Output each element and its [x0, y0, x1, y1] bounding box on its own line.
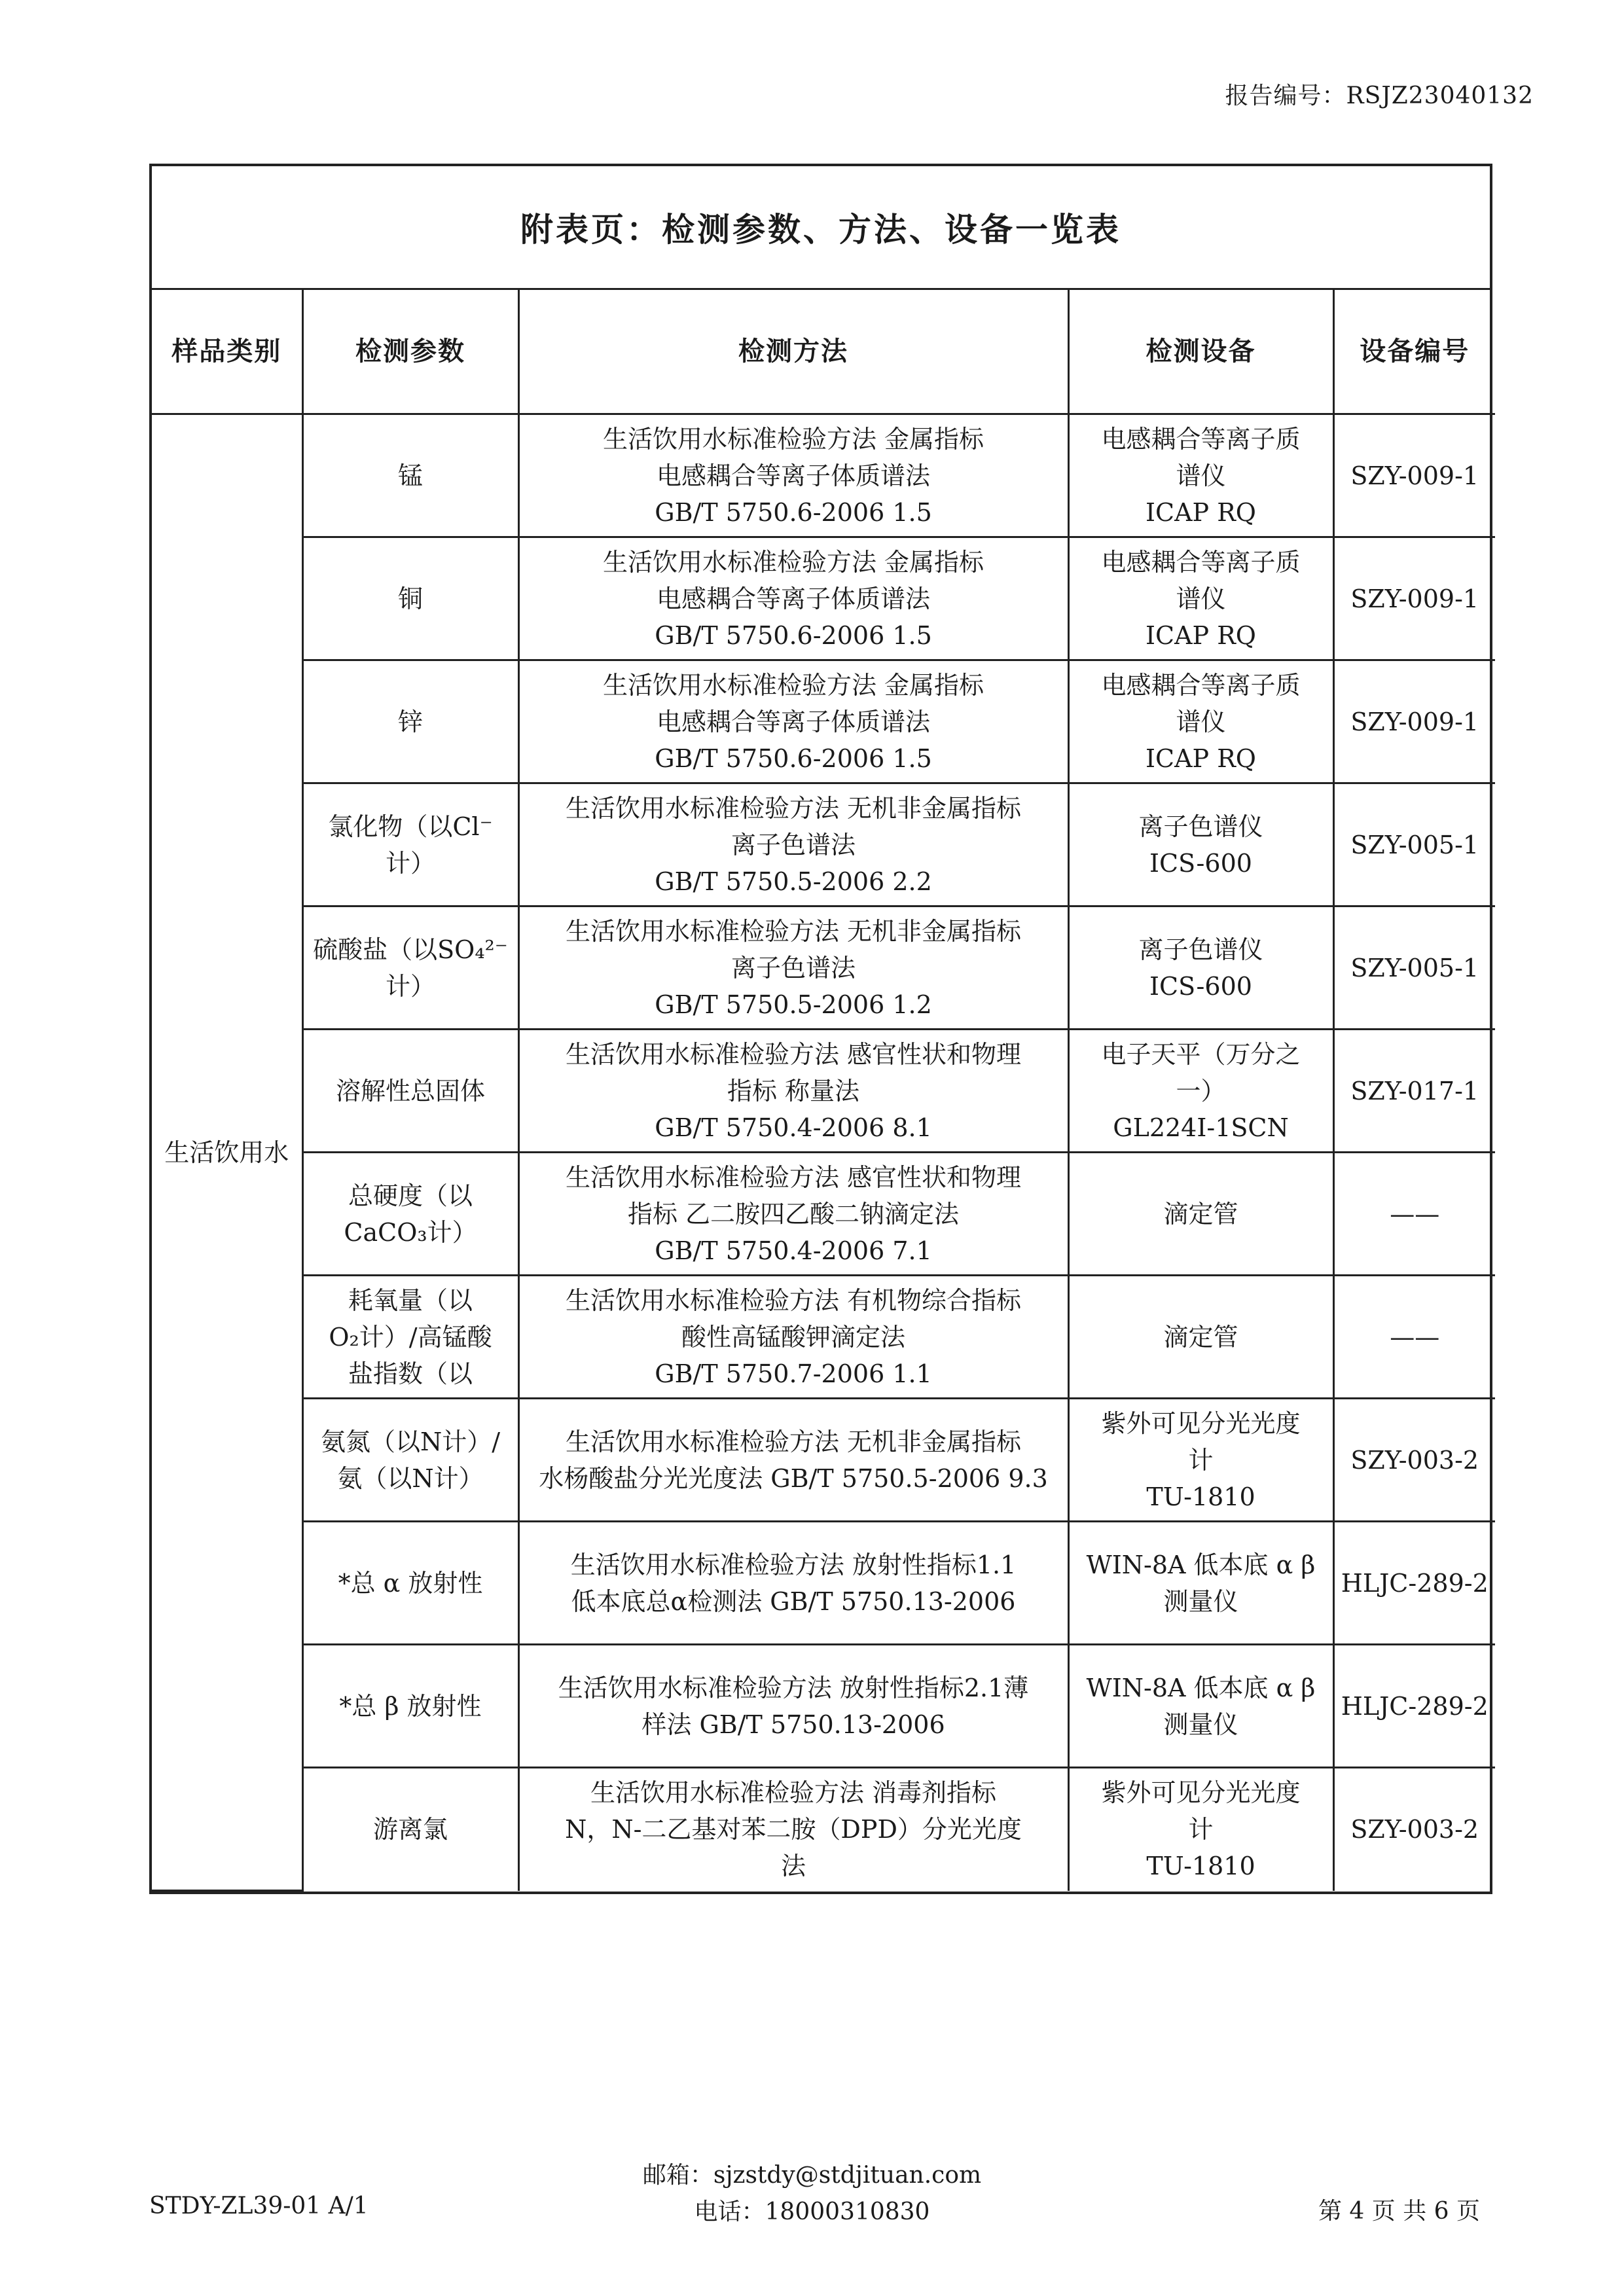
cell-line: 指标 称量法 — [727, 1076, 860, 1105]
cell-line: GL224I-1SCN — [1113, 1113, 1289, 1142]
cell-line: 水杨酸盐分光光度法 GB/T 5750.5-2006 9.3 — [539, 1463, 1048, 1493]
table-row — [152, 1030, 1495, 1153]
cell-line: 生活饮用水标准检验方法 金属指标 — [602, 424, 984, 454]
device-cell — [1068, 1030, 1333, 1153]
cell-line: 盐指数（以 — [348, 1359, 473, 1388]
cell-line: 生活饮用水标准检验方法 金属指标 — [602, 547, 984, 577]
table-row — [152, 660, 1495, 783]
device-cell — [1068, 1522, 1333, 1645]
table-body — [152, 414, 1495, 1891]
cell-line: ICS-600 — [1149, 971, 1252, 1001]
device-code-cell: SZY-017-1 — [1333, 1030, 1495, 1153]
cell-line: GB/T 5750.6-2006 1.5 — [655, 497, 932, 527]
cell-line: GB/T 5750.7-2006 1.1 — [655, 1359, 932, 1388]
method-cell — [518, 1030, 1068, 1153]
param-cell — [302, 414, 518, 537]
param-cell — [302, 1153, 518, 1276]
cell-line: 电感耦合等离子体质谱法 — [656, 707, 930, 736]
cell-line: GB/T 5750.4-2006 8.1 — [655, 1113, 932, 1142]
param-cell — [302, 1399, 518, 1522]
params-table-frame — [149, 164, 1492, 1894]
param-cell — [302, 1030, 518, 1153]
table-row — [152, 783, 1495, 906]
param-cell — [302, 1645, 518, 1768]
footer-doc-code: STDY-ZL39-01 A/1 — [149, 2193, 369, 2219]
device-cell — [1068, 1768, 1333, 1891]
cell-line: 紫外可见分光光度 — [1101, 1778, 1301, 1808]
param-cell — [302, 906, 518, 1030]
cell-line: 计 — [1188, 1815, 1214, 1844]
cell-line: 谱仪 — [1176, 461, 1226, 490]
cell-line: 法 — [780, 1852, 806, 1881]
method-cell — [518, 1153, 1068, 1276]
cell-line: 电感耦合等离子质 — [1101, 547, 1301, 577]
table-row — [152, 906, 1495, 1030]
cell-line: 指标 乙二胺四乙酸二钠滴定法 — [627, 1199, 960, 1229]
device-cell — [1068, 1153, 1333, 1276]
cell-line: TU-1810 — [1146, 1482, 1255, 1511]
device-cell — [1068, 537, 1333, 660]
cell-line: 计 — [1188, 1445, 1214, 1475]
cell-line: 硫酸盐（以SO₄²⁻ — [313, 935, 508, 964]
param-cell — [302, 537, 518, 660]
cell-line: N，N-二乙基对苯二胺（DPD）分光光度 — [565, 1815, 1022, 1844]
cell-line: GB/T 5750.4-2006 7.1 — [655, 1236, 932, 1265]
device-code-cell: —— — [1333, 1276, 1495, 1399]
cell-line: 离子色谱仪 — [1138, 812, 1263, 841]
cell-line: 耗氧量（以 — [348, 1285, 473, 1315]
device-cell — [1068, 1276, 1333, 1399]
cell-line: 计） — [385, 848, 435, 878]
cell-line: GB/T 5750.5-2006 2.2 — [655, 867, 932, 896]
cell-line: 总硬度（以 — [348, 1181, 473, 1210]
device-cell — [1068, 783, 1333, 906]
device-cell — [1068, 1645, 1333, 1768]
device-code-cell: HLJC-289-2 — [1333, 1645, 1495, 1768]
method-cell — [518, 783, 1068, 906]
footer-page-number: 第 4 页 共 6 页 — [1318, 2198, 1480, 2225]
method-cell — [518, 1768, 1068, 1891]
cell-line: 生活饮用水标准检验方法 消毒剂指标 — [590, 1778, 997, 1808]
device-cell — [1068, 414, 1333, 537]
cell-line: 测量仪 — [1163, 1587, 1238, 1616]
table-row — [152, 1645, 1495, 1768]
col-header-method: 检测方法 — [518, 290, 1068, 414]
method-cell — [518, 1276, 1068, 1399]
cell-line: 电感耦合等离子质 — [1101, 424, 1301, 454]
method-cell — [518, 1645, 1068, 1768]
table-row — [152, 1522, 1495, 1645]
cell-line: 氨氮（以N计）/ — [320, 1427, 501, 1456]
cell-line: GB/T 5750.6-2006 1.5 — [655, 744, 932, 773]
cell-line: GB/T 5750.6-2006 1.5 — [655, 620, 932, 650]
cell-line: TU-1810 — [1146, 1852, 1255, 1881]
cell-line: 离子色谱法 — [731, 830, 856, 859]
cell-line: ICAP RQ — [1146, 497, 1256, 527]
cell-line: *总 β 放射性 — [339, 1691, 482, 1721]
method-cell — [518, 1399, 1068, 1522]
cell-line: GB/T 5750.5-2006 1.2 — [655, 990, 932, 1019]
cell-line: 电感耦合等离子质 — [1101, 670, 1301, 700]
cell-line: 生活饮用水标准检验方法 无机非金属指标 — [565, 793, 1022, 823]
cell-line: WIN-8A 低本底 α β — [1086, 1673, 1316, 1702]
cell-line: 电感耦合等离子体质谱法 — [656, 461, 930, 490]
param-cell — [302, 1276, 518, 1399]
device-cell — [1068, 660, 1333, 783]
cell-line: 游离氯 — [372, 1815, 448, 1844]
footer-phone: 电话：18000310830 — [694, 2198, 930, 2225]
device-code-cell: SZY-003-2 — [1333, 1399, 1495, 1522]
cell-line: 酸性高锰酸钾滴定法 — [681, 1322, 905, 1352]
cell-line: 生活饮用水标准检验方法 有机物综合指标 — [565, 1285, 1022, 1315]
device-code-cell: SZY-005-1 — [1333, 906, 1495, 1030]
cell-line: 生活饮用水标准检验方法 感官性状和物理 — [565, 1162, 1022, 1192]
device-code-cell: SZY-005-1 — [1333, 783, 1495, 906]
col-header-code: 设备编号 — [1333, 290, 1495, 414]
cell-line: ICS-600 — [1149, 848, 1252, 878]
table-row — [152, 1153, 1495, 1276]
cell-line: *总 α 放射性 — [338, 1568, 483, 1598]
cell-line: 氯化物（以Cl⁻ — [328, 812, 493, 841]
device-code-cell: SZY-009-1 — [1333, 414, 1495, 537]
cell-line: 滴定管 — [1163, 1199, 1238, 1229]
cell-line: 测量仪 — [1163, 1710, 1238, 1739]
device-cell — [1068, 1399, 1333, 1522]
cell-line: 溶解性总固体 — [335, 1076, 485, 1105]
table-row — [152, 537, 1495, 660]
params-table — [152, 290, 1495, 1892]
col-header-category: 样品类别 — [152, 290, 302, 414]
method-cell — [518, 1522, 1068, 1645]
cell-line: 电感耦合等离子体质谱法 — [656, 584, 930, 613]
cell-line: 生活饮用水标准检验方法 无机非金属指标 — [565, 916, 1022, 946]
method-cell — [518, 537, 1068, 660]
param-cell — [302, 783, 518, 906]
cell-line: 离子色谱法 — [731, 953, 856, 982]
cell-line: O₂计）/高锰酸 — [329, 1322, 492, 1352]
cell-line: 电子天平（万分之 — [1101, 1039, 1301, 1069]
cell-line: 生活饮用水标准检验方法 感官性状和物理 — [565, 1039, 1022, 1069]
cell-line: 氨（以N计） — [337, 1463, 484, 1493]
table-row — [152, 1399, 1495, 1522]
table-row — [152, 1276, 1495, 1399]
cell-line: 铜 — [397, 584, 423, 613]
cell-line: 谱仪 — [1176, 707, 1226, 736]
report-number: 报告编号：RSJZ23040132 — [1225, 82, 1534, 109]
device-code-cell: SZY-003-2 — [1333, 1768, 1495, 1891]
sample-category-cell: 生活饮用水 — [152, 414, 302, 1891]
param-cell — [302, 1768, 518, 1891]
cell-line: 生活饮用水标准检验方法 金属指标 — [602, 670, 984, 700]
footer-email: 邮箱：sjzstdy@stdjituan.com — [642, 2162, 982, 2189]
cell-line: 生活饮用水标准检验方法 放射性指标1.1 — [570, 1550, 1017, 1579]
cell-line: 谱仪 — [1176, 584, 1226, 613]
cell-line: CaCO₃计） — [344, 1217, 477, 1247]
cell-line: 锰 — [397, 461, 423, 490]
cell-line: 计） — [385, 971, 435, 1001]
cell-line: 一） — [1176, 1076, 1226, 1105]
param-cell — [302, 660, 518, 783]
method-cell — [518, 414, 1068, 537]
param-cell — [302, 1522, 518, 1645]
device-code-cell: SZY-009-1 — [1333, 660, 1495, 783]
table-header-row — [152, 290, 1495, 414]
cell-line: 锌 — [397, 707, 423, 736]
col-header-device: 检测设备 — [1068, 290, 1333, 414]
table-row — [152, 1768, 1495, 1891]
cell-line: 样法 GB/T 5750.13-2006 — [641, 1710, 945, 1739]
cell-line: 离子色谱仪 — [1138, 935, 1263, 964]
method-cell — [518, 660, 1068, 783]
device-code-cell: SZY-009-1 — [1333, 537, 1495, 660]
table-title: 附表页：检测参数、方法、设备一览表 — [152, 166, 1490, 290]
device-code-cell: HLJC-289-2 — [1333, 1522, 1495, 1645]
cell-line: WIN-8A 低本底 α β — [1086, 1550, 1316, 1579]
cell-line: 生活饮用水标准检验方法 无机非金属指标 — [565, 1427, 1022, 1456]
cell-line: 低本底总α检测法 GB/T 5750.13-2006 — [571, 1587, 1016, 1616]
col-header-param: 检测参数 — [302, 290, 518, 414]
cell-line: ICAP RQ — [1146, 620, 1256, 650]
cell-line: 生活饮用水标准检验方法 放射性指标2.1薄 — [558, 1673, 1029, 1702]
cell-line: ICAP RQ — [1146, 744, 1256, 773]
cell-line: 滴定管 — [1163, 1322, 1238, 1352]
method-cell — [518, 906, 1068, 1030]
cell-line: 紫外可见分光光度 — [1101, 1408, 1301, 1438]
device-cell — [1068, 906, 1333, 1030]
table-row — [152, 414, 1495, 537]
device-code-cell: —— — [1333, 1153, 1495, 1276]
